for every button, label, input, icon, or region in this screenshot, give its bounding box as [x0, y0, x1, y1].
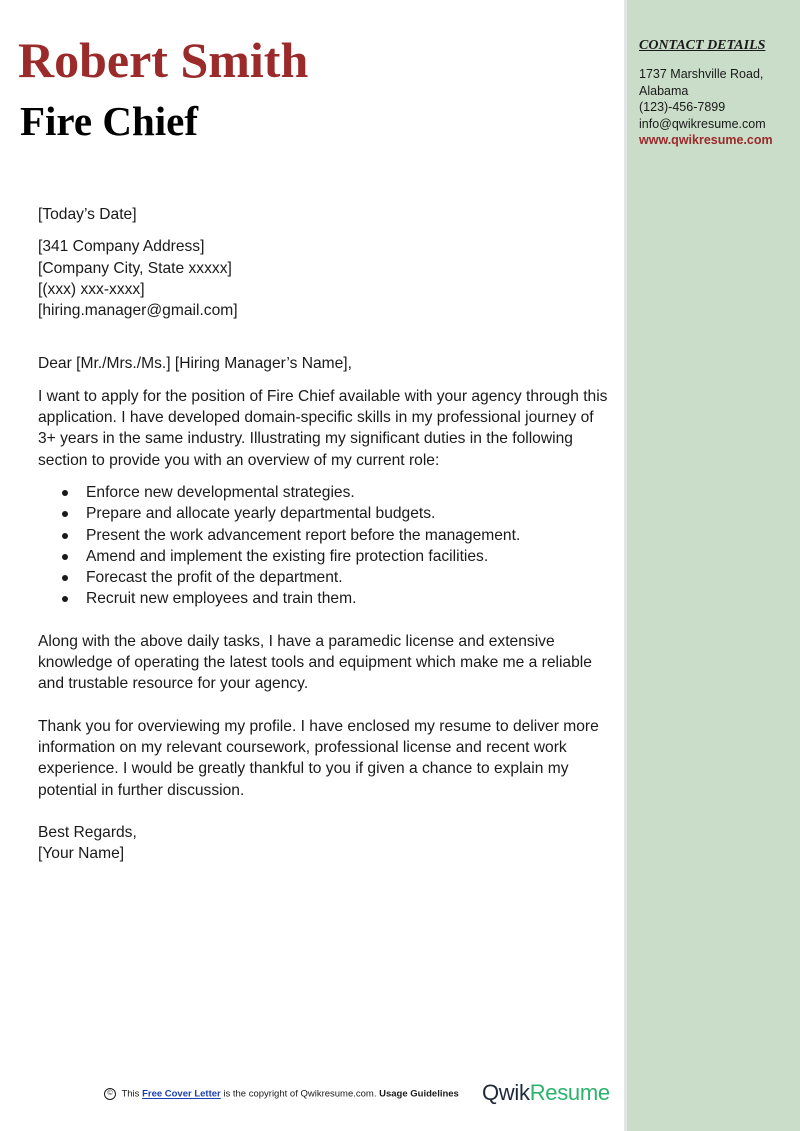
candidate-name: Robert Smith	[18, 32, 309, 88]
logo-text-qwik: Qwik	[482, 1080, 530, 1105]
copyright-icon: ©	[104, 1088, 116, 1100]
body-paragraph-3: Thank you for overviewing my profile. I have enclosed my resume to deliver more information on my relevant coursework, professional license and recent work experience. I would be greatly thankful to you if given a chance to explain my potential in further discussion.	[38, 717, 599, 799]
copyright-footer	[104, 1088, 459, 1100]
closing: Best Regards,	[38, 823, 137, 841]
contact-address-line2: Alabama	[639, 83, 689, 98]
job-title: Fire Chief	[20, 98, 198, 144]
signature: [Your Name]	[38, 845, 125, 863]
recipient-phone: [(xxx) xxx-xxxx]	[38, 280, 145, 298]
contact-email[interactable]: info@qwikresume.com	[639, 116, 766, 131]
salutation: Dear [Mr./Mrs./Ms.] [Hiring Manager’s Name],	[38, 355, 352, 373]
recipient-city: [Company City, State xxxxx]	[38, 259, 232, 277]
letter-body	[38, 204, 608, 864]
qwikresume-logo[interactable]	[482, 1080, 610, 1106]
list-item: Prepare and allocate yearly departmental budgets.	[38, 503, 608, 524]
recipient-email: [hiring.manager@gmail.com]	[38, 302, 238, 320]
contact-address-line1: 1737 Marshville Road,	[639, 67, 764, 81]
contact-heading: CONTACT DETAILS	[639, 38, 766, 53]
intro-paragraph: I want to apply for the position of Fire Chief available with your agency through this application. I have developed domain-specific skills in my professional journey of 3+ years in the same industry. Illustrating my significant duties in the following section to provide you with an overview of my current role:	[38, 387, 608, 469]
body-paragraph-2: Along with the above daily tasks, I have a paramedic license and extensive knowledge of operating the latest tools and equipment which make me a reliable and trustable resource for your agency.	[38, 632, 592, 693]
contact-phone: (123)-456-7899	[639, 100, 726, 114]
recipient-address: [341 Company Address]	[38, 238, 205, 256]
duties-list	[38, 482, 608, 610]
footer-middle: is the copyright of Qwikresume.com.	[223, 1088, 377, 1100]
list-item: Enforce new developmental strategies.	[38, 482, 608, 503]
footer-prefix: This	[121, 1088, 140, 1100]
free-cover-letter-link[interactable]: Free Cover Letter	[142, 1088, 221, 1100]
usage-guidelines-link[interactable]: Usage Guidelines	[379, 1088, 459, 1100]
contact-details	[639, 66, 799, 149]
list-item: Amend and implement the existing fire protection facilities.	[38, 546, 608, 567]
logo-text-resume: Resume	[529, 1080, 610, 1105]
list-item: Forecast the profit of the department.	[38, 567, 608, 588]
letter-date: [Today’s Date]	[38, 206, 137, 223]
list-item: Present the work advancement report before the management.	[38, 525, 608, 546]
contact-website[interactable]: www.qwikresume.com	[639, 133, 773, 147]
contact-sidebar	[624, 0, 800, 1131]
list-item: Recruit new employees and train them.	[38, 588, 608, 609]
